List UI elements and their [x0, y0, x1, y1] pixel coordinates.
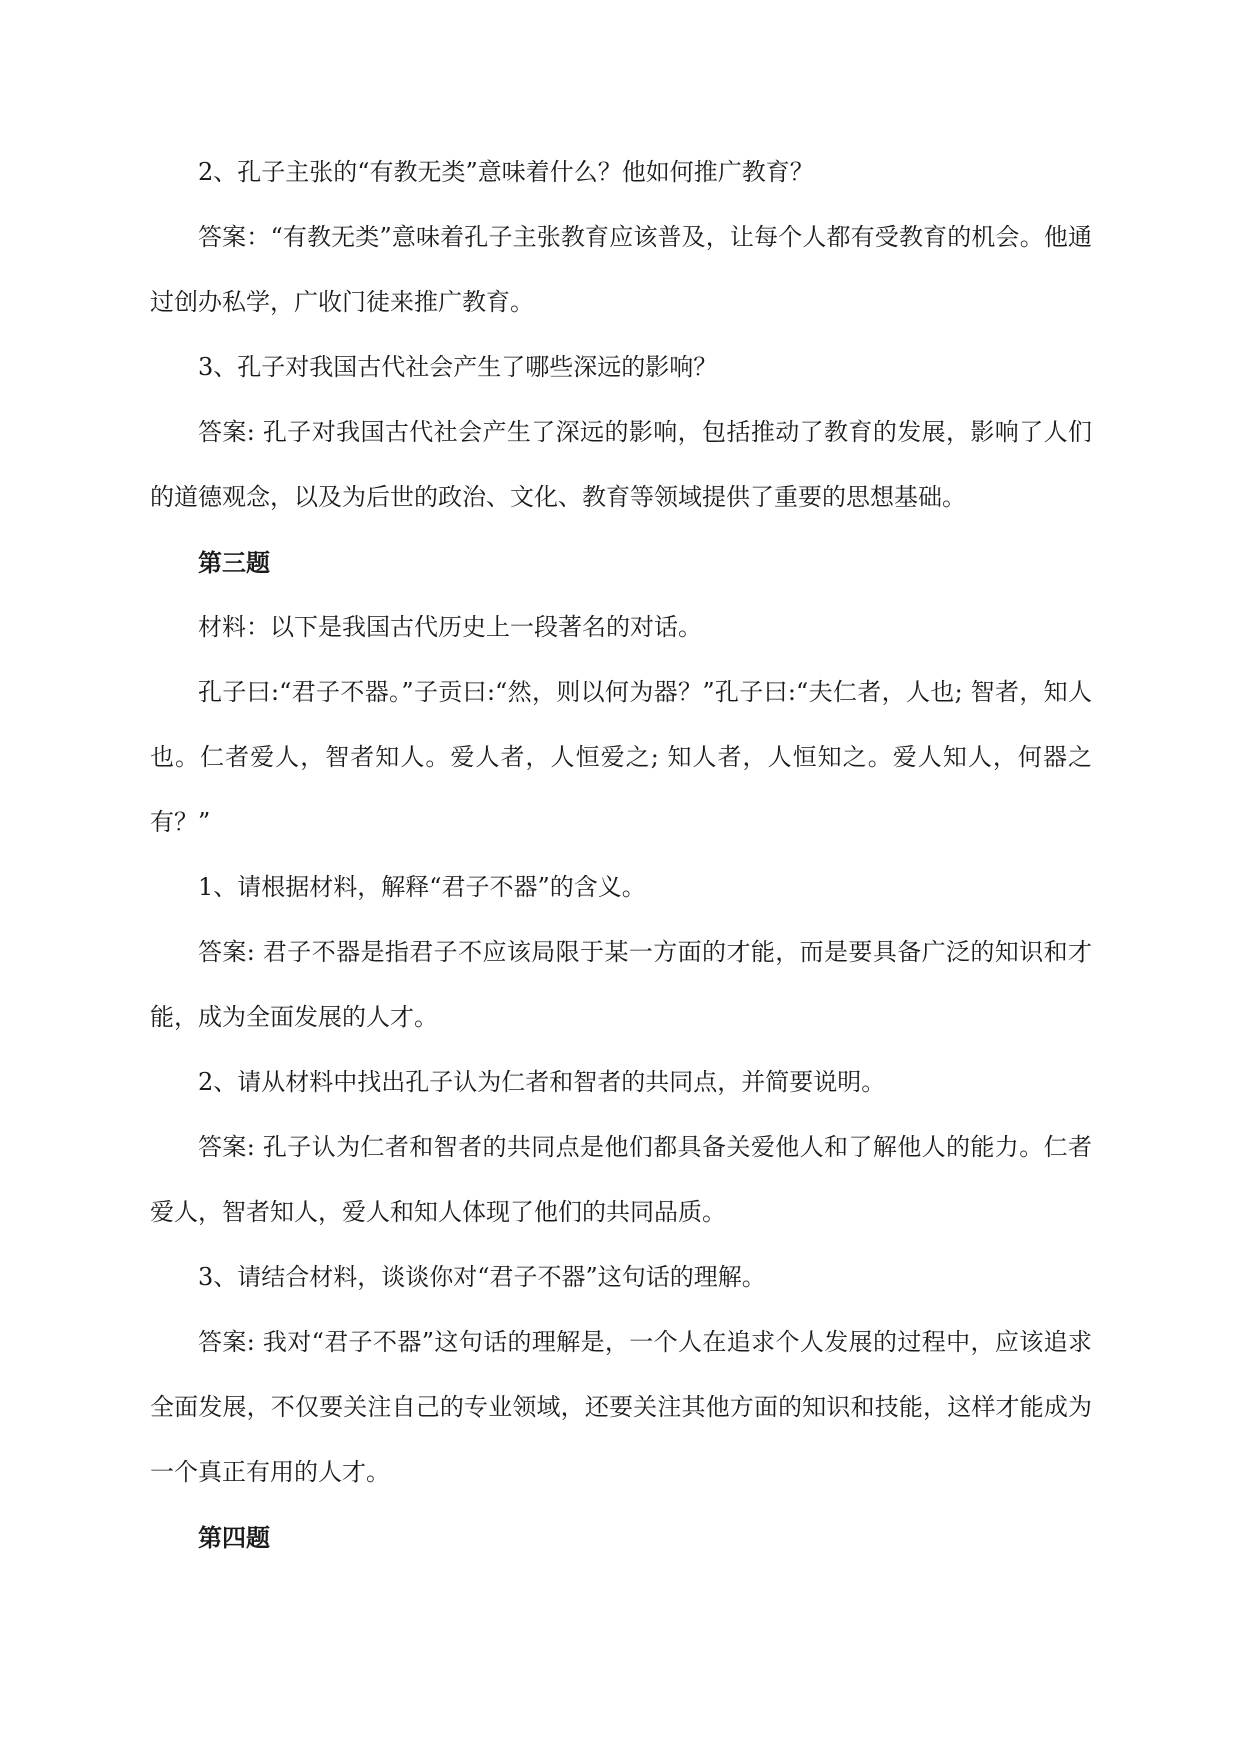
- question-2: 2、孔子主张的“有教无类”意味着什么？他如何推广教育？: [198, 158, 814, 186]
- section-heading-3: 第三题: [198, 548, 270, 577]
- material-dialogue: 孔子曰:“君子不器。”子贡曰:“然，则以何为器？”孔子曰:“夫仁者，人也; 智者，知人也。仁者爱人，智者知人。爱人者，人恒爱之; 知人者，人恒知之。爱人知人，何器之有？”: [150, 678, 1092, 836]
- answer-3-3: 答案: 我对“君子不器”这句话的理解是，一个人在追求个人发展的过程中，应该追求全面发展，不仅要关注自己的专业领域，还要关注其他方面的知识和技能，这样才能成为一个真正有用的人才。: [150, 1328, 1092, 1486]
- question-3: 3、孔子对我国古代社会产生了哪些深远的影响？: [198, 353, 718, 381]
- question-3-1: 1、请根据材料，解释“君子不器”的含义。: [198, 873, 646, 901]
- section-heading-4: 第四题: [198, 1523, 270, 1552]
- material-intro: 材料：以下是我国古代历史上一段著名的对话。: [198, 613, 702, 641]
- answer-2: 答案：“有教无类”意味着孔子主张教育应该普及，让每个人都有受教育的机会。他通过创办私学，广收门徒来推广教育。: [150, 223, 1092, 316]
- answer-3-1: 答案: 君子不器是指君子不应该局限于某一方面的才能，而是要具备广泛的知识和才能，成为全面发展的人才。: [150, 938, 1092, 1031]
- answer-3-2: 答案: 孔子认为仁者和智者的共同点是他们都具备关爱他人和了解他人的能力。仁者爱人，智者知人，爱人和知人体现了他们的共同品质。: [150, 1133, 1092, 1226]
- answer-3: 答案: 孔子对我国古代社会产生了深远的影响，包括推动了教育的发展，影响了人们的道德观念，以及为后世的政治、文化、教育等领域提供了重要的思想基础。: [150, 418, 1092, 511]
- question-3-3: 3、请结合材料，谈谈你对“君子不器”这句话的理解。: [198, 1263, 766, 1291]
- document-page: [150, 140, 1092, 1570]
- question-3-2: 2、请从材料中找出孔子认为仁者和智者的共同点，并简要说明。: [198, 1068, 886, 1096]
